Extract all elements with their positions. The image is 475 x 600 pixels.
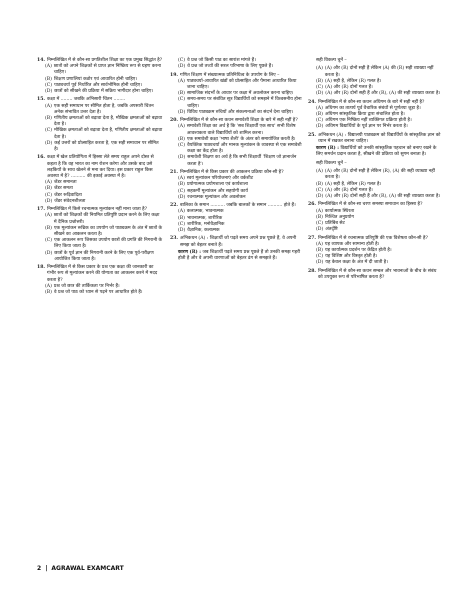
option-text: पाठ्यचर्या-आधारित खंडों को प्रोत्साहित और पैमाना आधारित किया जाना चाहिए। xyxy=(186,78,297,90)
option-letter: (D) xyxy=(178,109,186,115)
answer-option xyxy=(37,213,163,225)
answer-option xyxy=(308,66,442,78)
question-number: 14. xyxy=(37,58,45,63)
option-text: (A) और (R) दोनों सही हैं लेकिन (A) की (R) सही व्याख्या नहीं करता है। xyxy=(324,66,434,78)
option-letter: (A) xyxy=(178,78,185,84)
publisher-brand: AGRAWAL EXAMCART xyxy=(51,565,124,572)
answer-option xyxy=(37,238,163,250)
option-text: अधिगम विद्यार्थियों के पूर्व ज्ञान पर निर्भर करता है। xyxy=(325,124,408,130)
answer-option xyxy=(37,116,163,128)
option-letter: (C) xyxy=(178,221,186,227)
option-letter: (B) xyxy=(45,186,52,192)
option-letter: (B) xyxy=(178,136,185,142)
option-letter: (B) xyxy=(45,116,52,122)
answer-option xyxy=(170,124,302,136)
option-letter: (B) xyxy=(316,112,323,117)
option-text: छात्रों को शिक्षकों की नियमित प्रतिपुष्टि प्रदान करने के लिए कक्षा में दैनिक प्रश्नोत्तरी। xyxy=(53,213,160,225)
option-letter: (A) xyxy=(178,209,185,215)
option-text: जेंडर समता xyxy=(53,186,73,192)
option-letter: (A) xyxy=(316,169,323,175)
answer-option xyxy=(170,64,302,70)
option-text: प्रश्न जो छात्र की तार्किकता पर निर्भर हैं। xyxy=(53,283,120,289)
answer-option xyxy=(308,260,442,266)
question-header xyxy=(37,265,163,284)
answer-option xyxy=(37,251,163,263)
option-text: शारीरिक, मनोवैज्ञानिक xyxy=(187,221,225,227)
assertion-text: विद्यालयी पाठ्यक्रम को विद्यार्थियों के सांस्कृतिक ज्ञान को ध्यान में रखकर बनाना चाहिए। xyxy=(318,132,441,144)
answer-option xyxy=(170,228,302,234)
question-number: 23. xyxy=(170,236,178,242)
option-letter: (B) xyxy=(316,78,323,84)
option-letter: (B) xyxy=(316,214,323,220)
option-text: समावेशी शिक्षा का अर्थ है कि 'सब शिक्षार्थी एक साथ' सभी विशेष आवश्यकता वाले विद्यार्थियों को शामिल करना। xyxy=(186,124,296,136)
instruction-text: सही विकल्प चुनें – xyxy=(316,58,347,63)
option-text: (A) सही है, लेकिन (R) गलत है। xyxy=(324,78,382,84)
question-fragment xyxy=(308,66,442,97)
option-letter: (C) xyxy=(45,82,53,88)
option-letter: (B) xyxy=(178,182,185,188)
option-letter: (D) xyxy=(178,228,186,234)
option-text: (A) सही है, लेकिन (R) गलत है। xyxy=(324,181,382,187)
question-number: 15. xyxy=(37,97,45,103)
question-number: 25. xyxy=(308,132,316,138)
option-text: अधिगम एक निष्क्रिय नहीं व्यक्तिगत प्रक्रिया होती है। xyxy=(325,118,412,124)
reason xyxy=(316,146,442,158)
answer-option xyxy=(308,124,442,130)
instruction-text: सही विकल्प चुनें – xyxy=(316,160,347,166)
question-text: कक्षा में खेल प्रतियोगिता में हिस्सा लेते समय राहुल अपने दोस्त से कहता है कि वह भारत का नाम रोशन करेगा और उसके बाद उसे लड़कियों के साथ खेलने से मना कर दिया। इस प्रकार राहुल किस अवस्था में है? .......... की इकाई अवस्था में है। xyxy=(47,155,154,180)
option-text: कलात्मक, भावनात्मक xyxy=(186,209,224,215)
reason-label: कारण (R) : xyxy=(316,146,339,152)
option-letter: (A) xyxy=(45,103,52,109)
assertion-label: अभिकथन (A) : xyxy=(180,236,209,242)
option-text: जेंडर रूढ़िवादिता xyxy=(54,192,82,198)
answer-option xyxy=(170,195,302,201)
option-text: भावनात्मक, शारीरिक xyxy=(186,215,223,221)
option-text: अंतर्दृष्टि xyxy=(325,227,338,233)
option-text: एक आकलन रूप जिसका उपयोग छात्रों की प्रगति की निगरानी के लिए किया जाता है। xyxy=(54,238,163,250)
option-letter: (D) xyxy=(45,89,53,95)
question-text: निम्नलिखित में से कौन-सा कथन समावेशी शिक्षा के बारे में सही नहीं है? xyxy=(180,118,298,124)
option-text: पाठ्यचर्या पूर्व निर्धारित और सार्वभौमिक होनी चाहिए। xyxy=(54,82,142,88)
page-number: 2 xyxy=(37,565,42,572)
option-letter: (B) xyxy=(45,76,52,82)
option-letter: (A) xyxy=(45,180,52,186)
question-number: 20. xyxy=(170,118,178,124)
option-text: वैयक्तिक पाठ्यचर्या और मानक मूल्यांकन के व्यवस्था से एक समावेशी कक्षा का केंद्र होता है। xyxy=(187,143,302,155)
question-number: 19. xyxy=(170,72,178,78)
question-text: निम्नलिखित में से रचनात्मक प्रतिपुष्टि की एक विशेषता कौन-सी है? xyxy=(318,235,428,241)
question-fragment xyxy=(170,58,302,70)
option-text: कार्यात्मक स्थिरता xyxy=(324,208,355,214)
option-letter: (A) xyxy=(316,66,323,72)
option-letter: (D) xyxy=(45,250,53,256)
answer-option xyxy=(308,227,442,233)
option-text: सामाजिक संदर्भों के आधार पर कक्षा में अवलोकन करना चाहिए। xyxy=(186,91,294,97)
option-letter: (C) xyxy=(316,85,324,90)
option-text: (A) और (R) दोनों गलत हैं। xyxy=(325,85,373,90)
option-letter: (B) xyxy=(178,91,185,97)
option-text: (A) और (R) दोनों गलत हैं। xyxy=(325,187,373,193)
option-letter: (A) xyxy=(316,241,323,247)
reason-label: कारण (R) : xyxy=(178,249,201,255)
reason-text: विद्यार्थियों को उनकी सांस्कृतिक पहचान को बनाए रखने के लिए समर्थन प्रदान करता है, सीखने की प्रक्रिया को सुगम बनाता है। xyxy=(316,146,437,158)
question-number: 17. xyxy=(37,207,45,213)
assertion-text: शिक्षार्थी जो पढ़ते समय अपने प्रश्न पूछते हैं, वे अपनी समझ को बेहतर बनाते हैं। xyxy=(180,236,297,248)
reason-text: जब शिक्षार्थी पढ़ते समय प्रश्न पूछते हैं तो उनकी समझ गहरी होती है और वे अपनी धारणाओं को बेहतर ढंग से समझते हैं। xyxy=(178,249,301,262)
option-letter: (D) xyxy=(316,194,324,199)
answer-option xyxy=(37,128,163,140)
question-text: निम्नलिखित में किसे रचनात्मक मूल्यांकन नहीं माना जाता है? xyxy=(47,207,148,213)
option-text: समावेशी शिक्षण का अर्थ है कि सभी शिक्षार्थी ‘शिक्षण जो ज्ञानार्जन करता है'। xyxy=(187,155,297,167)
option-letter: (C) xyxy=(178,188,186,194)
option-letter: (B) xyxy=(45,290,52,296)
option-text: छात्रों को सीखने की प्रक्रिया में सक्रिय भागीदार होना चाहिए। xyxy=(54,89,154,95)
option-text: वे प्रश्न जो तथ्यों की सरल परिभाषा के लिए पूछते हैं। xyxy=(187,64,273,70)
question xyxy=(308,202,442,233)
answer-option xyxy=(37,226,163,238)
answer-option xyxy=(37,104,163,116)
assertion-block xyxy=(180,236,302,248)
option-text: यह विशिष्ट और विस्तृत होती है। xyxy=(325,254,378,260)
option-letter: (D) xyxy=(178,64,186,70)
question-text: निम्नलिखित में से कौन-सा कथन अधिगम के बारे में सही नहीं है? xyxy=(318,99,425,105)
assertion-label: अभिकथन (A) : xyxy=(318,132,347,138)
option-text: शिक्षण प्रणालियां कठोर एवं आधारित होनी चाहिए। xyxy=(53,76,138,82)
option-letter: (C) xyxy=(45,192,53,198)
reason xyxy=(178,250,302,262)
question xyxy=(37,97,163,153)
column-3 xyxy=(308,58,442,283)
question-header xyxy=(170,236,302,248)
question-number: 16. xyxy=(37,155,45,161)
question-header xyxy=(308,133,442,145)
question xyxy=(37,207,163,263)
option-text: यह कार्यात्मक प्रदर्शन पर केंद्रित होती है। xyxy=(324,248,392,253)
question xyxy=(308,100,442,131)
question xyxy=(170,203,302,234)
option-text: जेंडर समानता xyxy=(53,180,77,186)
question xyxy=(170,170,302,201)
option-text: रचनात्मक मूल्यांकन और अवलोकन xyxy=(187,194,246,200)
option-letter: (C) xyxy=(316,221,324,226)
answer-option xyxy=(37,290,163,296)
option-text: समय-समय पर संबंधित सूत्र विद्यार्थियों को समझने में विश्वसनीय होना चाहिए। xyxy=(187,97,302,109)
assertion-reason-question xyxy=(308,133,442,159)
option-letter: (D) xyxy=(316,124,324,130)
question-number: 28. xyxy=(308,268,316,274)
question-number: 27. xyxy=(308,235,316,241)
question-fragment xyxy=(308,161,442,167)
option-letter: (A) xyxy=(316,208,323,214)
answer-option xyxy=(308,169,442,181)
option-text: गणितीय क्षमताओं को बढ़ावा देता है, मौखिक क्षमताओं को बढ़ावा देता है। xyxy=(53,116,163,128)
question xyxy=(308,269,442,281)
option-letter: (D) xyxy=(45,140,53,146)
option-text: प्रयोगात्मक प्रयोगशाला एवं कार्यशाला xyxy=(186,182,248,188)
question xyxy=(170,73,302,116)
option-text: निश्चित अनुप्रयोग xyxy=(324,214,354,220)
option-letter: (B) xyxy=(316,181,323,187)
option-text: सहकर्मी मूल्यांकन और सहयोगी कार्य xyxy=(187,188,248,194)
question xyxy=(37,265,163,296)
question-text: बालिका के समान .......... जबकि बालकों के समान .......... होते हैं। xyxy=(180,203,296,209)
option-text: मौखिक क्षमताओं को बढ़ावा देता है, गणितीय क्षमताओं को बढ़ावा देता है। xyxy=(54,128,163,140)
option-letter: (C) xyxy=(316,118,324,124)
column-1 xyxy=(37,58,163,298)
question-header xyxy=(308,269,442,281)
option-text: स्वयं मूल्यांकन परियोजनाएं और वर्कशीट xyxy=(186,176,254,182)
option-text: एक सही समाधान पर सीमित होता है, जबकि अपसारी चिंतन अनेक संभावित उत्तर देता है। xyxy=(53,103,154,115)
question-number: 24. xyxy=(308,99,316,105)
option-text: कई उत्तरों को प्रोत्साहित करता है, एक सही समाधान पर सीमित है। xyxy=(54,140,159,153)
question-text: कक्षा में ........ जबकि अभिसारी चिंतन ........ xyxy=(47,97,126,103)
option-letter: (D) xyxy=(316,227,324,233)
option-letter: (B) xyxy=(45,225,52,231)
answer-option xyxy=(170,155,302,167)
question-text: निम्नलिखित में से कौन-सा चरण समस्या समाधान का हिस्सा है? xyxy=(318,202,423,208)
option-letter: (B) xyxy=(316,248,323,253)
option-letter: (C) xyxy=(178,58,186,63)
answer-option xyxy=(170,110,302,116)
question-text: निम्नलिखित में से कौन-सा प्रगतिशील शिक्षा का एक प्रमुख सिद्धांत है? xyxy=(47,58,163,63)
option-letter: (D) xyxy=(178,194,186,200)
page-footer xyxy=(37,565,124,572)
question-number: 26. xyxy=(308,202,316,208)
assertion-block xyxy=(318,133,442,145)
option-letter: (A) xyxy=(45,283,52,289)
answer-option xyxy=(308,91,442,97)
answer-option xyxy=(170,143,302,155)
option-letter: (A) xyxy=(45,64,52,70)
option-text: विविध पाठ्यक्रम रुचियों और संकल्पनाओं का संदर्भ देना चाहिए। xyxy=(187,109,294,115)
option-text: प्रतिबिंब सेट xyxy=(325,221,345,226)
assertion xyxy=(180,236,302,248)
option-letter: (C) xyxy=(178,143,186,149)
question-text: निम्नलिखित में से किस प्रकार की आकलन प्रक्रिया कौन-सी है? xyxy=(180,170,284,176)
option-text: एक समावेशी कक्षा 'भाषा शैली' के अंतर को समायोजित करती है। xyxy=(186,136,296,142)
answer-option xyxy=(37,141,163,153)
option-letter: (C) xyxy=(316,187,324,193)
column-2 xyxy=(170,58,302,264)
option-letter: (C) xyxy=(178,97,186,103)
option-letter: (B) xyxy=(178,215,185,221)
option-text: (A) और (R) दोनों सही हैं लेकिन (R), (A) की सही व्याख्या नहीं करता है। xyxy=(324,169,435,181)
answer-option xyxy=(37,199,163,205)
answer-option xyxy=(37,64,163,76)
option-text: (A) और (R) दोनों सही हैं और (R), (A) की सही व्याख्या करता है। xyxy=(325,91,441,97)
option-letter: (A) xyxy=(316,105,323,111)
option-letter: (D) xyxy=(178,155,186,161)
option-text: यह व्यापक और सामान्य होती है। xyxy=(324,241,380,247)
option-letter: (A) xyxy=(178,124,185,130)
option-text: एक मूल्यांकन रूब्रिक का उपयोग जो पाठ्यक्रम के अंत में छात्रों के सीखने का आकलन करता है। xyxy=(53,225,162,238)
option-text: छात्रों को अपने शिक्षकों से प्राप्त ज्ञान निष्क्रिय रूप से ग्रहण करना चाहिए। xyxy=(53,64,161,76)
option-letter: (D) xyxy=(316,91,324,97)
question-number: 18. xyxy=(37,265,45,271)
question-header xyxy=(37,155,163,180)
option-text: वे प्रश्न जो पाठ को ध्यान से पढ़ने पर आधारित होते हैं। xyxy=(53,290,143,296)
option-text: जेंडर संवेदनशीलता xyxy=(54,198,86,204)
question-text: निम्नलिखित में से कौन-सा कथन सम्बल और भावनाओं के बीच के संबंध को उपयुक्त रूप से परिभाषित करता है? xyxy=(318,268,437,280)
question-text: गणित शिक्षण में संख्यात्मक प्रतिनिधित्व के उपयोग के लिए – xyxy=(180,72,280,78)
option-letter: (D) xyxy=(45,198,53,204)
option-letter: (D) xyxy=(316,260,324,266)
answer-option xyxy=(308,194,442,200)
question-number: 22. xyxy=(170,203,178,209)
option-text: छात्रों के पूर्व ज्ञान की निगरानी करने के लिए एक पूर्व-परीक्षण आयोजित किया जाता है। xyxy=(54,250,154,262)
question xyxy=(37,155,163,205)
option-text: यह केवल कक्षा के अंत में दी जाती है। xyxy=(325,260,388,266)
option-text: अधिगम सांस्कृतिक क्रिया द्वारा संचालित होता है। xyxy=(324,112,405,117)
footer-separator: | xyxy=(45,565,48,572)
answer-option xyxy=(170,97,302,109)
option-letter: (C) xyxy=(45,128,53,134)
assertion xyxy=(318,133,442,145)
question xyxy=(170,118,302,168)
question-text: निम्नलिखित में से किस प्रकार के प्रश्न एक कक्षा की जानकारी का गंभीर रूप से मूल्यांकन करने की योग्यता का आकलन करने में मदद करता है? xyxy=(47,265,158,283)
answer-option xyxy=(170,79,302,91)
question xyxy=(308,236,442,267)
option-text: वे प्रश्न जो किसी पाठ का सारांश मांगते हैं। xyxy=(187,58,256,63)
option-letter: (A) xyxy=(178,176,185,182)
option-letter: (A) xyxy=(45,213,52,219)
question xyxy=(37,58,163,95)
option-text: वैज्ञानिक, कलात्मक xyxy=(187,228,220,234)
answer-option xyxy=(37,89,163,95)
option-text: अधिगम का तात्पर्य पूर्व वैचारिक संबंधों से पूर्णतया जुड़ा है। xyxy=(324,105,421,111)
question-fragment xyxy=(308,58,442,64)
question-fragment xyxy=(308,169,442,200)
question-number: 21. xyxy=(170,170,178,176)
assertion-reason-question xyxy=(170,236,302,262)
option-text: (A) और (R) दोनों सही हैं और (R), (A) की सही व्याख्या करता है। xyxy=(325,194,441,199)
option-letter: (C) xyxy=(316,254,324,260)
option-letter: (C) xyxy=(45,238,53,244)
